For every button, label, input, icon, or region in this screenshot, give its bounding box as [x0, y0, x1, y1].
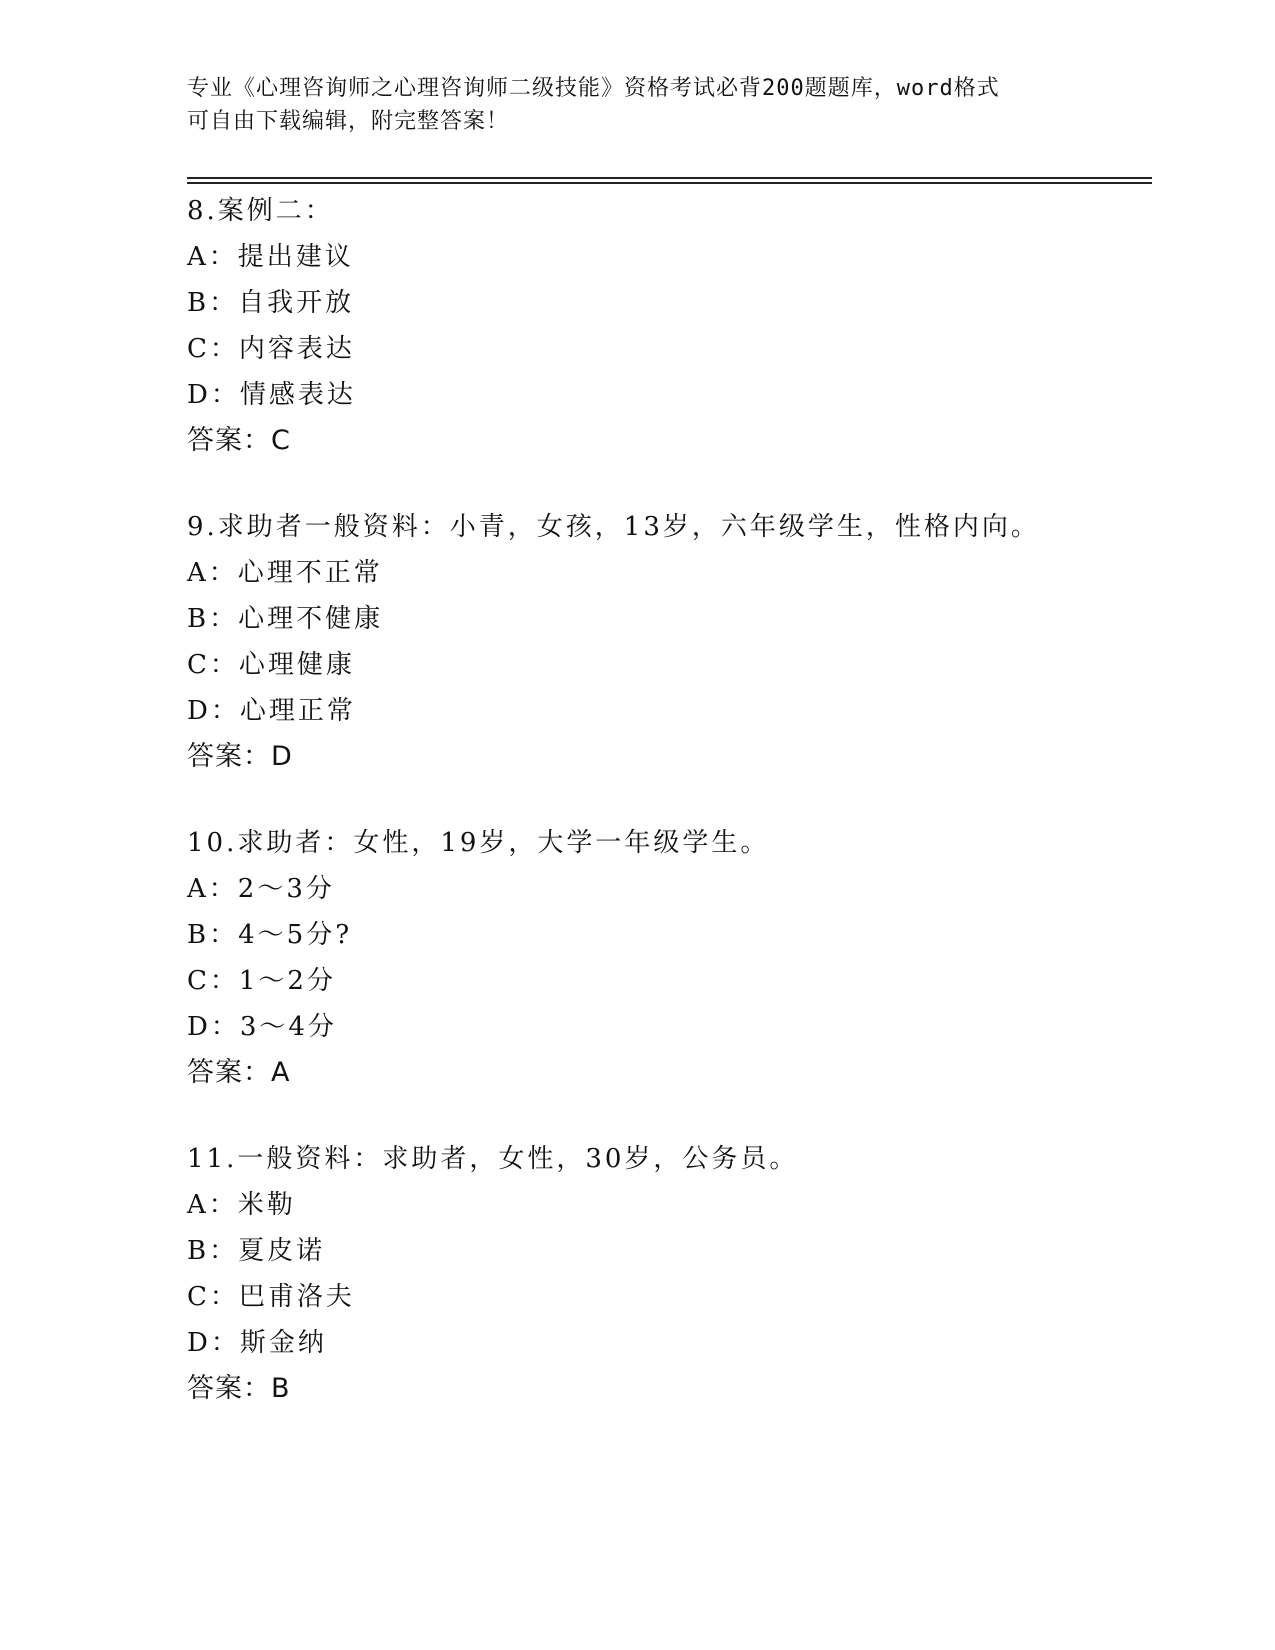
- document-header: [187, 72, 1067, 138]
- question-stem: 10.求助者：女性，19岁，大学一年级学生。: [187, 828, 770, 858]
- question-9: [187, 504, 1147, 780]
- option-a: A：米勒: [187, 1190, 296, 1220]
- option-b: B：夏皮诺: [187, 1236, 326, 1266]
- question-stem: 8.案例二：: [187, 196, 334, 226]
- option-c: C：巴甫洛夫: [187, 1282, 355, 1312]
- question-list: [187, 188, 1147, 1452]
- answer: 答案：A: [187, 1057, 291, 1088]
- option-a: A：心理不正常: [187, 558, 383, 588]
- question-11: [187, 1136, 1147, 1412]
- option-d: D：斯金纳: [187, 1328, 327, 1358]
- question-8: [187, 188, 1147, 464]
- header-line-1: 专业《心理咨询师之心理咨询师二级技能》资格考试必背200题题库，word格式: [187, 76, 1000, 101]
- question-stem: 9.求助者一般资料：小青，女孩，13岁，六年级学生，性格内向。: [187, 512, 1040, 542]
- question-stem: 11.一般资料：求助者，女性，30岁，公务员。: [187, 1144, 799, 1174]
- header-line-2: 可自由下载编辑，附完整答案！: [187, 109, 510, 134]
- option-d: D：情感表达: [187, 380, 356, 410]
- header-divider-bottom: [187, 182, 1152, 184]
- option-d: D：心理正常: [187, 696, 356, 726]
- option-a: A：2～3分: [187, 874, 335, 904]
- question-10: [187, 820, 1147, 1096]
- option-b: B：自我开放: [187, 288, 355, 318]
- option-c: C：内容表达: [187, 334, 355, 364]
- option-a: A：提出建议: [187, 242, 354, 272]
- option-c: C：1～2分: [187, 966, 336, 996]
- option-d: D：3～4分: [187, 1012, 337, 1042]
- option-b: B：4～5分?: [187, 920, 353, 950]
- answer: 答案：D: [187, 741, 293, 772]
- answer: 答案：B: [187, 1373, 291, 1404]
- answer: 答案：C: [187, 425, 291, 456]
- header-divider-top: [187, 177, 1152, 179]
- option-c: C：心理健康: [187, 650, 355, 680]
- option-b: B：心理不健康: [187, 604, 384, 634]
